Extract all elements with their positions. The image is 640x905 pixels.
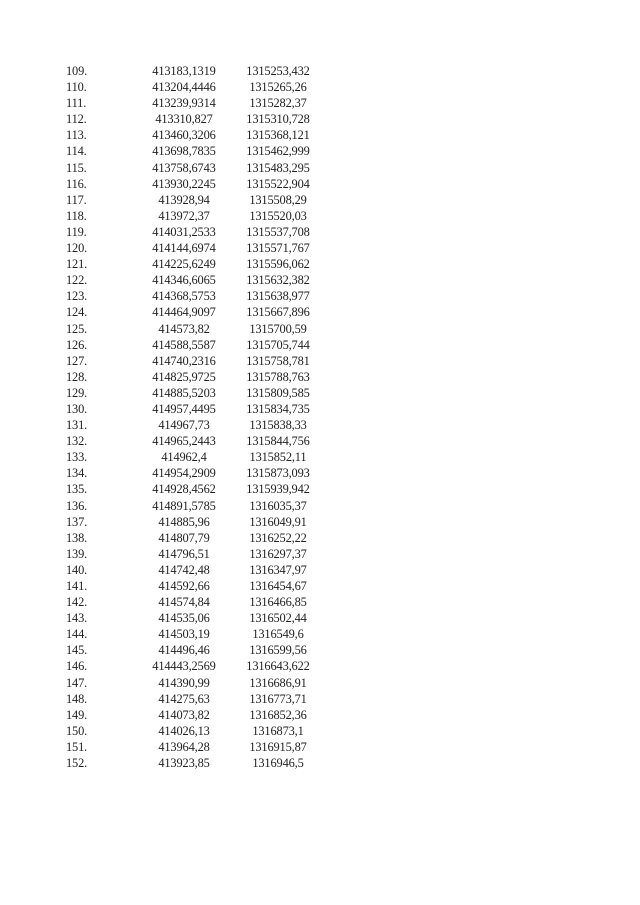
table-row (66, 449, 322, 465)
point-number: 118. (66, 208, 87, 223)
point-number: 144. (66, 627, 88, 642)
x-coordinate: 414073,82 (158, 707, 210, 722)
table-row (66, 675, 322, 691)
x-coordinate: 414592,66 (158, 579, 210, 593)
point-number: 121. (66, 257, 88, 272)
table-row (66, 658, 322, 674)
x-coordinate: 414967,73 (158, 418, 210, 433)
y-coordinate: 1316454,67 (249, 579, 307, 593)
point-number: 151. (66, 739, 88, 754)
x-coordinate: 414957,4495 (152, 401, 216, 416)
x-coordinate: 414740,2316 (152, 353, 216, 368)
point-number: 113. (66, 128, 87, 143)
point-number: 139. (66, 546, 88, 561)
y-coordinate: 1315638,977 (246, 289, 310, 304)
table-row (66, 304, 322, 320)
table-row (66, 385, 322, 401)
table-row (66, 240, 322, 256)
y-coordinate: 1315788,763 (246, 369, 310, 384)
table-row (66, 481, 322, 497)
point-number: 126. (66, 337, 88, 352)
table-row (66, 143, 322, 159)
y-coordinate: 1316946,5 (252, 756, 304, 771)
point-number: 149. (66, 707, 88, 722)
y-coordinate: 1315265,26 (249, 80, 307, 95)
table-row (66, 127, 322, 143)
point-number: 120. (66, 241, 88, 256)
table-row (66, 691, 322, 707)
point-number: 147. (66, 675, 88, 690)
x-coordinate: 414574,84 (158, 595, 210, 610)
point-number: 124. (66, 305, 88, 320)
x-coordinate: 413183,1319 (152, 64, 216, 78)
table-row (66, 63, 322, 79)
coordinate-table (66, 63, 322, 771)
y-coordinate: 1315700,59 (249, 321, 307, 336)
point-number: 109. (66, 64, 88, 78)
x-coordinate: 414464,9097 (152, 305, 216, 320)
point-number: 145. (66, 643, 88, 658)
x-coordinate: 413923,85 (158, 756, 210, 771)
y-coordinate: 1316252,22 (249, 530, 307, 545)
point-number: 132. (66, 434, 88, 449)
x-coordinate: 413310,827 (155, 112, 213, 127)
y-coordinate: 1316347,97 (249, 562, 307, 577)
table-row (66, 417, 322, 433)
table-row (66, 321, 322, 337)
y-coordinate: 1316049,91 (249, 514, 307, 529)
point-number: 138. (66, 530, 88, 545)
table-row (66, 739, 322, 755)
x-coordinate: 413972,37 (158, 208, 210, 223)
x-coordinate: 414275,63 (158, 691, 210, 706)
x-coordinate: 414496,46 (158, 643, 210, 658)
table-row (66, 208, 322, 224)
point-number: 115. (66, 160, 87, 175)
x-coordinate: 414346,6065 (152, 273, 216, 288)
y-coordinate: 1315939,942 (246, 482, 310, 497)
y-coordinate: 1315508,29 (249, 192, 307, 207)
table-row (66, 578, 322, 594)
point-number: 137. (66, 514, 88, 529)
y-coordinate: 1315537,708 (246, 224, 310, 239)
point-number: 112. (66, 112, 87, 127)
coordinate-table-body (66, 63, 322, 771)
table-row (66, 610, 322, 626)
point-number: 131. (66, 418, 88, 433)
y-coordinate: 1315571,767 (246, 241, 310, 256)
table-row (66, 176, 322, 192)
table-row (66, 224, 322, 240)
x-coordinate: 414965,2443 (152, 434, 216, 449)
table-row (66, 723, 322, 739)
y-coordinate: 1315844,756 (246, 434, 310, 449)
point-number: 122. (66, 273, 88, 288)
x-coordinate: 413460,3206 (152, 128, 216, 143)
y-coordinate: 1315873,093 (246, 466, 310, 481)
y-coordinate: 1315834,735 (246, 401, 310, 416)
y-coordinate: 1315705,744 (246, 337, 310, 352)
y-coordinate: 1315282,37 (249, 96, 307, 111)
y-coordinate: 1315368,121 (246, 128, 310, 143)
x-coordinate: 414885,96 (158, 514, 210, 529)
x-coordinate: 413928,94 (158, 192, 210, 207)
table-row (66, 256, 322, 272)
point-number: 148. (66, 691, 88, 706)
y-coordinate: 1316502,44 (249, 611, 307, 626)
table-row (66, 79, 322, 95)
table-row (66, 530, 322, 546)
point-number: 143. (66, 611, 88, 626)
point-number: 150. (66, 723, 88, 738)
table-row (66, 272, 322, 288)
x-coordinate: 414885,5203 (152, 385, 216, 400)
x-coordinate: 414796,51 (158, 546, 210, 561)
x-coordinate: 414535,06 (158, 611, 210, 626)
point-number: 140. (66, 562, 88, 577)
point-number: 133. (66, 450, 88, 465)
table-row (66, 288, 322, 304)
table-row (66, 401, 322, 417)
table-row (66, 707, 322, 723)
y-coordinate: 1315838,33 (249, 418, 307, 433)
point-number: 125. (66, 321, 88, 336)
x-coordinate: 414503,19 (158, 627, 210, 642)
point-number: 116. (66, 176, 87, 191)
table-row (66, 514, 322, 530)
table-row (66, 95, 322, 111)
point-number: 123. (66, 289, 88, 304)
y-coordinate: 1316643,622 (246, 659, 310, 674)
y-coordinate: 1316466,85 (249, 595, 307, 610)
table-row (66, 433, 322, 449)
point-number: 119. (66, 224, 87, 239)
table-row (66, 337, 322, 353)
point-number: 111. (66, 96, 87, 111)
y-coordinate: 1316035,37 (249, 498, 307, 513)
y-coordinate: 1316873,1 (252, 723, 304, 738)
y-coordinate: 1316297,37 (249, 546, 307, 561)
x-coordinate: 414742,48 (158, 562, 210, 577)
x-coordinate: 414962,4 (161, 450, 207, 465)
y-coordinate: 1316773,71 (249, 691, 307, 706)
table-row (66, 626, 322, 642)
y-coordinate: 1315462,999 (246, 144, 310, 159)
x-coordinate: 413204,4446 (152, 80, 216, 95)
table-row (66, 755, 322, 771)
point-number: 142. (66, 595, 88, 610)
point-number: 117. (66, 192, 87, 207)
point-number: 152. (66, 756, 88, 771)
x-coordinate: 414368,5753 (152, 289, 216, 304)
y-coordinate: 1315520,03 (249, 208, 307, 223)
y-coordinate: 1316599,56 (249, 643, 307, 658)
y-coordinate: 1315758,781 (246, 353, 310, 368)
point-number: 141. (66, 579, 88, 593)
y-coordinate: 1316852,36 (249, 707, 307, 722)
x-coordinate: 414144,6974 (152, 241, 216, 256)
table-row (66, 546, 322, 562)
x-coordinate: 413964,28 (158, 739, 210, 754)
table-row (66, 642, 322, 658)
x-coordinate: 414807,79 (158, 530, 210, 545)
point-number: 127. (66, 353, 88, 368)
x-coordinate: 414390,99 (158, 675, 210, 690)
table-row (66, 111, 322, 127)
y-coordinate: 1316549,6 (252, 627, 304, 642)
y-coordinate: 1315852,11 (249, 450, 307, 465)
y-coordinate: 1315522,904 (246, 176, 310, 191)
y-coordinate: 1315310,728 (246, 112, 310, 127)
x-coordinate: 414443,2569 (152, 659, 216, 674)
y-coordinate: 1315253,432 (246, 64, 310, 78)
x-coordinate: 414031,2533 (152, 224, 216, 239)
point-number: 136. (66, 498, 88, 513)
x-coordinate: 413758,6743 (152, 160, 216, 175)
y-coordinate: 1315667,896 (246, 305, 310, 320)
table-row (66, 465, 322, 481)
x-coordinate: 413930,2245 (152, 176, 216, 191)
y-coordinate: 1316915,87 (249, 739, 307, 754)
x-coordinate: 413698,7835 (152, 144, 216, 159)
x-coordinate: 414825,9725 (152, 369, 216, 384)
x-coordinate: 414225,6249 (152, 257, 216, 272)
point-number: 128. (66, 369, 88, 384)
point-number: 135. (66, 482, 88, 497)
point-number: 110. (66, 80, 87, 95)
table-row (66, 498, 322, 514)
x-coordinate: 414954,2909 (152, 466, 216, 481)
point-number: 134. (66, 466, 88, 481)
x-coordinate: 414573,82 (158, 321, 210, 336)
point-number: 114. (66, 144, 87, 159)
x-coordinate: 414026,13 (158, 723, 210, 738)
x-coordinate: 413239,9314 (152, 96, 216, 111)
table-row (66, 192, 322, 208)
y-coordinate: 1315809,585 (246, 385, 310, 400)
y-coordinate: 1315483,295 (246, 160, 310, 175)
point-number: 130. (66, 401, 88, 416)
table-row (66, 594, 322, 610)
point-number: 146. (66, 659, 88, 674)
x-coordinate: 414928,4562 (152, 482, 216, 497)
table-row (66, 369, 322, 385)
x-coordinate: 414891,5785 (152, 498, 216, 513)
y-coordinate: 1315632,382 (246, 273, 310, 288)
table-row (66, 160, 322, 176)
table-row (66, 353, 322, 369)
y-coordinate: 1316686,91 (249, 675, 307, 690)
point-number: 129. (66, 385, 88, 400)
y-coordinate: 1315596,062 (246, 257, 310, 272)
table-row (66, 562, 322, 578)
x-coordinate: 414588,5587 (152, 337, 216, 352)
